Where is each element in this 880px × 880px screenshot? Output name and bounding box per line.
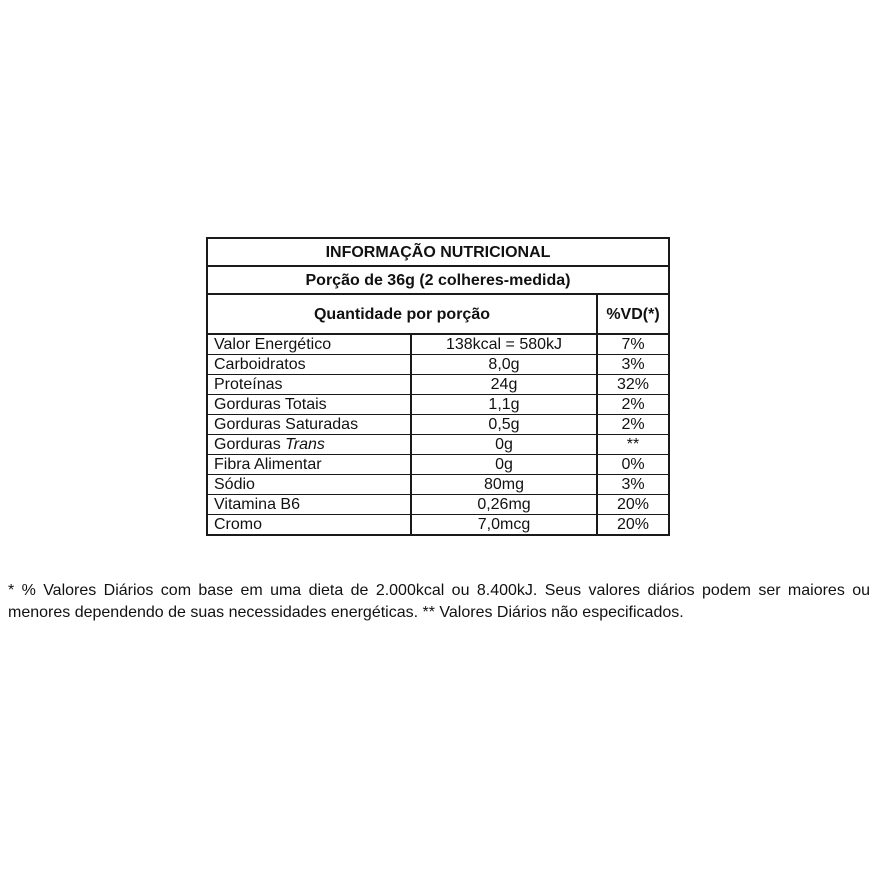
table-row [207, 435, 669, 455]
nutrient-daily-value: 20% [597, 495, 669, 515]
nutrient-amount: 7,0mcg [411, 515, 597, 536]
nutrient-name: Vitamina B6 [207, 495, 411, 515]
table-title: INFORMAÇÃO NUTRICIONAL [207, 238, 669, 266]
table-row [207, 455, 669, 475]
nutrient-daily-value: ** [597, 435, 669, 455]
nutrient-daily-value: 2% [597, 415, 669, 435]
header-daily-value: %VD(*) [597, 294, 669, 334]
nutrient-amount: 0,5g [411, 415, 597, 435]
nutrient-amount: 24g [411, 375, 597, 395]
nutrient-amount: 0g [411, 455, 597, 475]
table-row [207, 395, 669, 415]
nutrient-daily-value: 3% [597, 475, 669, 495]
nutrient-amount: 0g [411, 435, 597, 455]
table-row [207, 495, 669, 515]
nutrient-name [207, 435, 411, 455]
portion-size: Porção de 36g (2 colheres-medida) [207, 266, 669, 294]
nutrient-daily-value: 7% [597, 334, 669, 355]
table-row [207, 355, 669, 375]
nutrient-name-prefix: Gorduras [214, 436, 281, 453]
nutrition-facts-table [206, 237, 670, 536]
nutrient-name: Carboidratos [207, 355, 411, 375]
header-quantity: Quantidade por porção [207, 294, 597, 334]
nutrient-name: Valor Energético [207, 334, 411, 355]
nutrient-amount: 80mg [411, 475, 597, 495]
nutrient-amount: 0,26mg [411, 495, 597, 515]
nutrient-amount: 1,1g [411, 395, 597, 415]
nutrient-name-italic: Trans [285, 436, 325, 453]
nutrient-daily-value: 0% [597, 455, 669, 475]
nutrient-name: Proteínas [207, 375, 411, 395]
footnote: * % Valores Diários com base em uma dieta de 2.000kcal ou 8.400kJ. Seus valores diários podem ser maiores ou menores dependendo de suas necessidades energéticas. ** Valores Diários não especificados. [8, 582, 870, 621]
nutrient-daily-value: 32% [597, 375, 669, 395]
table-row [207, 334, 669, 355]
nutrient-name: Cromo [207, 515, 411, 536]
nutrient-name: Fibra Alimentar [207, 455, 411, 475]
nutrient-daily-value: 2% [597, 395, 669, 415]
table-row [207, 375, 669, 395]
nutrient-daily-value: 20% [597, 515, 669, 536]
table-row [207, 415, 669, 435]
nutrient-name: Gorduras Saturadas [207, 415, 411, 435]
table-row [207, 475, 669, 495]
nutrient-amount: 138kcal = 580kJ [411, 334, 597, 355]
nutrient-amount: 8,0g [411, 355, 597, 375]
nutrient-name: Sódio [207, 475, 411, 495]
nutrient-name: Gorduras Totais [207, 395, 411, 415]
table-row [207, 515, 669, 536]
nutrient-daily-value: 3% [597, 355, 669, 375]
